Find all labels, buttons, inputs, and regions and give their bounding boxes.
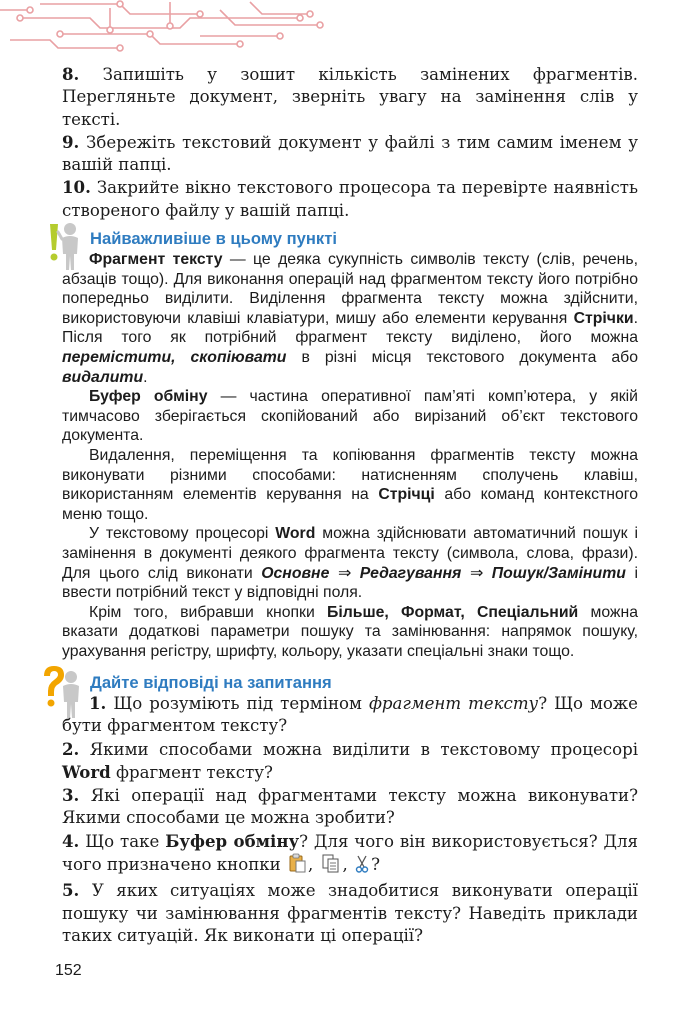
task-list (62, 63, 638, 222)
question-item: 1. Що розуміють під терміном фрагмент тексту? Що може бути фрагментом тексту? (62, 693, 639, 736)
questions-section (62, 692, 638, 947)
task-item: 9. Збережіть текстовий документ у файлі з тим самим іменем у вашій папці. (62, 131, 638, 175)
copy-icon (321, 853, 341, 879)
summary-section (62, 250, 638, 661)
question-item: 4. Що таке Буфер обміну? Для чого він використовується? Для чого призначено кнопки , , ? (62, 830, 638, 880)
question-item: 5. У яких ситуаціях може знадобитися виконувати операції пошуку чи замінювання фрагментів тексту? Наведіть приклади таких ситуацій. Як виконати ці операції? (62, 880, 638, 945)
summary-paragraph: Крім того, вибравши кнопки Більше, Формат, Спеціальний можна вказати додаткові параметри пошуку та замінювання: напрямок пошуку, урахування регістру, шрифту, кольору, указати спеціальні знаки тощо. (62, 603, 639, 660)
summary-paragraph: Видалення, переміщення та копіювання фрагментів тексту можна виконувати різними способами: натисненням сполучень клавіш, використанням елементів керування на Стрічці або команд контекстного меню тощо. (62, 446, 638, 523)
circuit-decoration (0, 0, 330, 56)
cut-icon (355, 855, 369, 879)
summary-heading: Найважливіше в цьому пункті (90, 229, 337, 248)
question-item: 3. Які операції над фрагментами тексту можна виконувати? Якими способами це можна зробити? (62, 785, 638, 828)
summary-paragraph: Фрагмент тексту — це деяка сукупність символів тексту (слів, речень, абзаців тощо). Для виконання операцій над фрагментом тексту його потрібно попередньо виділити. Виділення фрагмента тексту можна здійснити, використовуючи клавіші клавіатури, мишу або елементи керування Стрічки. Після того як потрібний фрагмент тексту виділено, його можна перемістити, скопіювати в різні місця текстового документа або видалити. (62, 251, 638, 386)
questions-heading: Дайте відповіді на запитання (90, 673, 332, 692)
question-item: 2. Якими способами можна виділити в текстовому процесорі Word фрагмент тексту? (62, 738, 638, 782)
paste-icon (288, 853, 306, 879)
task-item: 8. Запишіть у зошит кількість замінених фрагментів. Перегляньте документ, зверніть увагу на замінення слів у тексті. (62, 64, 638, 129)
page-number: 152 (55, 962, 82, 979)
summary-paragraph: Буфер обміну — частина оперативної пам’яті комп’ютера, у якій тимчасово зберігається скопійований або вирізаний об’єкт текстового документа. (62, 388, 638, 445)
summary-paragraph: У текстовому процесорі Word можна здійснювати автоматичний пошук і замінення в документі деякого фрагмента тексту (символа, слова, фрази). Для цього слід виконати Основне ⇒ Редагування ⇒ Пошук/Замінити і ввести потрібний текст у відповідні поля. (62, 525, 638, 602)
task-item: 10. Закрийте вікно текстового процесора та перевірте наявність створеного файлу у вашій папці. (62, 177, 638, 220)
